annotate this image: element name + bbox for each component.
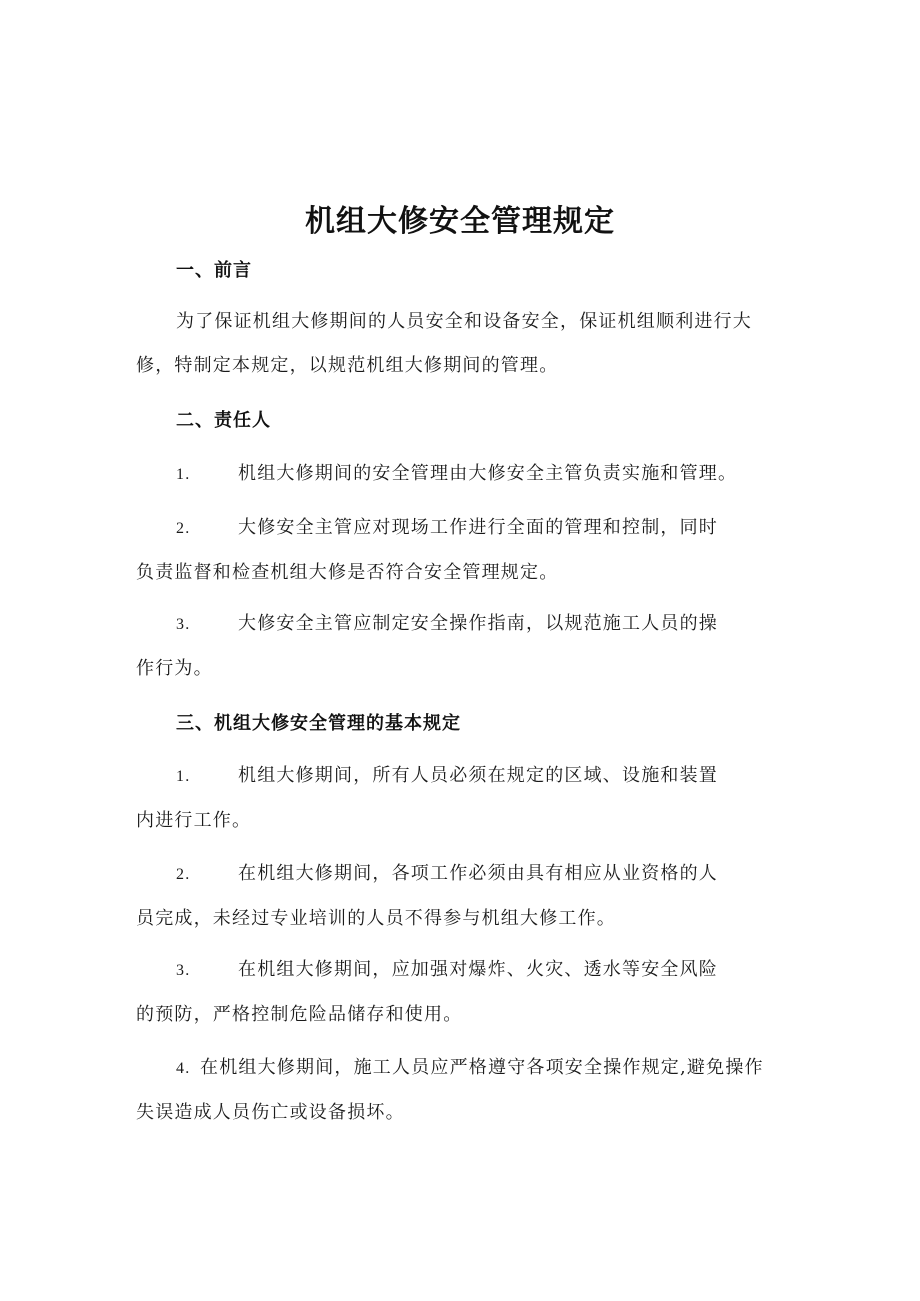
- item-text: 机组大修期间的安全管理由大修安全主管负责实施和管理。: [238, 463, 738, 484]
- item-text: 的预防，严格控制危险品储存和使用。: [136, 1004, 463, 1025]
- item-number: 4.: [176, 1060, 191, 1077]
- list-item: [136, 602, 796, 691]
- item-number: 1.: [176, 466, 191, 483]
- item-number: 3.: [176, 616, 191, 633]
- item-text: 负责监督和检查机组大修是否符合安全管理规定。: [136, 562, 559, 583]
- section-heading-preface: 一、前言: [176, 260, 252, 281]
- list-item: [136, 506, 796, 595]
- item-text: 在机组大修期间，应加强对爆炸、火灾、透水等安全风险: [238, 959, 718, 980]
- item-text: 机组大修期间，所有人员必须在规定的区域、设施和装置: [238, 765, 718, 786]
- item-number: 3.: [176, 962, 191, 979]
- item-text: 作行为。: [136, 658, 213, 679]
- item-number: 1.: [176, 768, 191, 785]
- list-item: [136, 452, 796, 497]
- section-heading-basic-rules: 三、机组大修安全管理的基本规定: [176, 713, 461, 734]
- list-item: [136, 948, 796, 1037]
- item-number: 2.: [176, 520, 191, 537]
- item-text: 在机组大修期间，施工人员应严格遵守各项安全操作规定,避免操作: [200, 1057, 764, 1078]
- document-title: 机组大修安全管理规定: [305, 204, 615, 239]
- item-text: 大修安全主管应制定安全操作指南，以规范施工人员的操: [238, 613, 718, 634]
- item-text: 失误造成人员伤亡或设备损坏。: [136, 1102, 405, 1123]
- list-item: [136, 754, 796, 843]
- preface-line: 为了保证机组大修期间的人员安全和设备安全，保证机组顺利进行大: [176, 311, 752, 332]
- preface-paragraph: [136, 300, 796, 388]
- item-text: 在机组大修期间，各项工作必须由具有相应从业资格的人: [238, 863, 718, 884]
- list-item: [136, 1046, 796, 1135]
- preface-line: 修，特制定本规定，以规范机组大修期间的管理。: [136, 355, 559, 376]
- list-item: [136, 852, 796, 941]
- item-text: 大修安全主管应对现场工作进行全面的管理和控制，同时: [238, 517, 718, 538]
- item-text: 内进行工作。: [136, 810, 252, 831]
- item-number: 2.: [176, 866, 191, 883]
- item-text: 员完成，未经过专业培训的人员不得参与机组大修工作。: [136, 908, 616, 929]
- section-heading-responsible: 二、责任人: [176, 410, 271, 431]
